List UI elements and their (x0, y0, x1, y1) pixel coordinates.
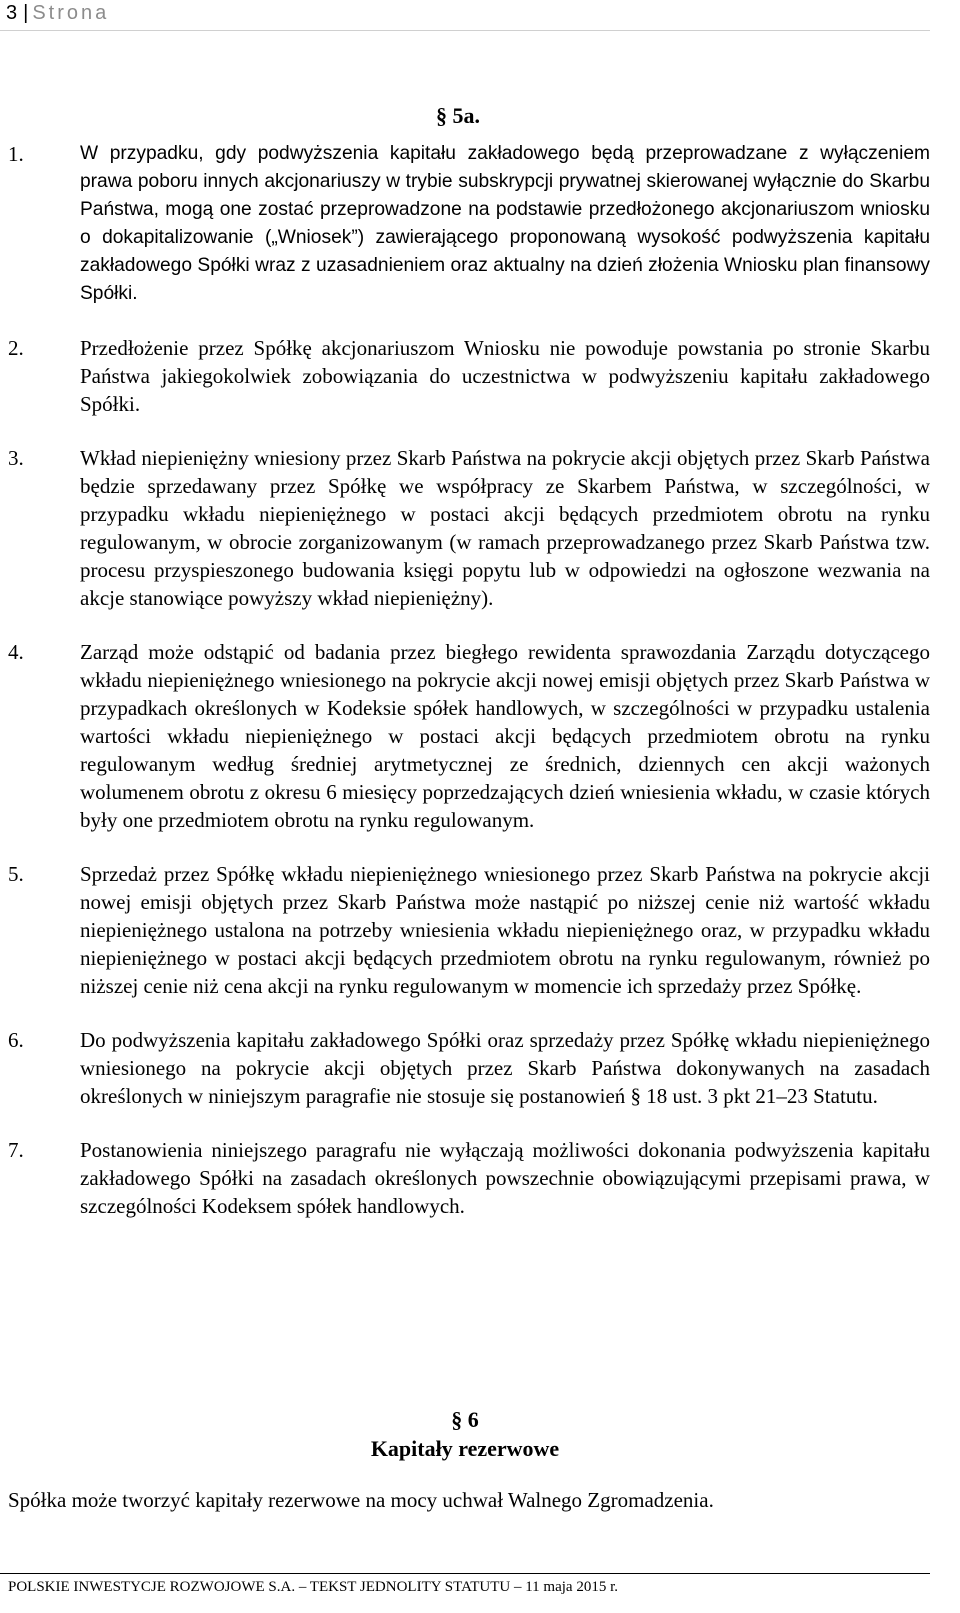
clause-7 (0, 1136, 930, 1220)
clause-number: 2. (8, 336, 24, 360)
clause-number: 3. (8, 446, 24, 470)
clause-text: Zarząd może odstąpić od badania przez biegłego rewidenta sprawozdania Zarządu dotyczącego wkładu niepieniężnego wniesionego na pokrycie akcji nowej emisji objętych przez Skarb Państwa w przypadkach określonych w Kodeksie spółek handlowych, w szczególności w przypadku ustalenia wartości wkładu niepieniężnego w postaci akcji będących przedmiotem obrotu na rynku regulowanym według średniej arytmetycznej ze średnich, dziennych cen akcji ważonych wolumenem obrotu z okresu 6 miesięcy poprzedzających dzień wniesienia wkładu, w czasie których były one przedmiotem obrotu na rynku regulowanym. (80, 640, 930, 832)
clause-number: 5. (8, 862, 24, 886)
clause-3 (0, 444, 930, 612)
clause-text: Do podwyższenia kapitału zakładowego Spółki oraz sprzedaży przez Spółkę wkładu niepieniężnego wniesionego na pokrycie akcji objętych przez Skarb Państwa dokonywanych na zasadach określonych w niniejszym paragrafie nie stosuje się postanowień § 18 ust. 3 pkt 21–23 Statutu. (80, 1028, 930, 1108)
clause-number: 6. (8, 1028, 24, 1052)
section-5a-heading: § 5a. (436, 103, 480, 128)
section-6-title: Kapitały rezerwowe (370, 1436, 560, 1461)
clause-number: 1. (8, 142, 24, 166)
clause-4 (0, 638, 930, 834)
section-6-heading: § 6 (451, 1407, 479, 1432)
page-header (6, 0, 109, 26)
page-word: Strona (32, 2, 110, 24)
clause-6 (0, 1026, 930, 1110)
clause-text: Przedłożenie przez Spółkę akcjonariuszom Wniosku nie powoduje powstania po stronie Skarbu Państwa jakiegokolwiek zobowiązania do uczestnictwa w podwyższeniu kapitału zakładowego Spółki. (80, 336, 930, 416)
clause-text: Wkład niepieniężny wniesiony przez Skarb Państwa na pokrycie akcji objętych przez Skarb Państwa będzie sprzedawany przez Spółkę we współpracy ze Skarbem Państwa, w szczególności, w przypadku wkładu niepieniężnego w postaci akcji będących przedmiotem obrotu na rynku regulowanym, w obrocie zorganizowanym (w ramach przeprowadzanego przez Skarb Państwa tzw. procesu przyspieszonego budowania księgi popytu lub w odpowiedzi na ogłoszone wezwania na akcje stanowiące powyższy wkład niepieniężny). (80, 446, 930, 610)
page-number: 3 (6, 2, 18, 24)
clause-1 (0, 140, 930, 308)
section-5a-clauses (0, 140, 930, 1246)
footer-divider (0, 1573, 930, 1574)
clause-number: 4. (8, 640, 24, 664)
clause-5 (0, 860, 930, 1000)
clause-text: Postanowienia niniejszego paragrafu nie wyłączają możliwości dokonania podwyższenia kapitału zakładowego Spółki na zasadach określonych powszechnie obowiązującymi przepisami prawa, w szczególności Kodeksem spółek handlowych. (80, 1138, 930, 1218)
clause-2 (0, 334, 930, 418)
header-divider (0, 30, 930, 31)
clause-text: W przypadku, gdy podwyższenia kapitału zakładowego będą przeprowadzane z wyłączeniem prawa poboru innych akcjonariuszy w trybie subskrypcji prywatnej skierowanej wyłącznie do Skarbu Państwa, mogą one zostać przeprowadzone na podstawie przedłożonego akcjonariuszom wniosku o dokapitalizowanie („Wniosek”) zawierającego proponowaną wysokość podwyższenia kapitału zakładowego Spółki wraz z uzasadnieniem oraz aktualny na dzień złożenia Wniosku plan finansowy Spółki. (80, 143, 930, 304)
clause-number: 7. (8, 1138, 24, 1162)
clause-text: Sprzedaż przez Spółkę wkładu niepieniężnego wniesionego przez Skarb Państwa na pokrycie akcji nowej emisji objętych przez Skarb Państwa może nastąpić po niższej cenie niż wartość wkładu niepieniężnego ustalona na potrzeby wniesienia wkładu niepieniężnego oraz, w przypadku wkładu niepieniężnego w postaci akcji będących przedmiotem obrotu na rynku regulowanym, również po niższej cenie niż cena akcji na rynku regulowanym w momencie ich sprzedaży przez Spółkę. (80, 862, 930, 998)
page-footer: POLSKIE INWESTYCJE ROZWOJOWE S.A. – TEKST JEDNOLITY STATUTU – 11 maja 2015 r. (8, 1579, 619, 1595)
section-6-text: Spółka może tworzyć kapitały rezerwowe na mocy uchwał Walnego Zgromadzenia. (8, 1488, 714, 1512)
page-header-separator: | (23, 2, 29, 24)
